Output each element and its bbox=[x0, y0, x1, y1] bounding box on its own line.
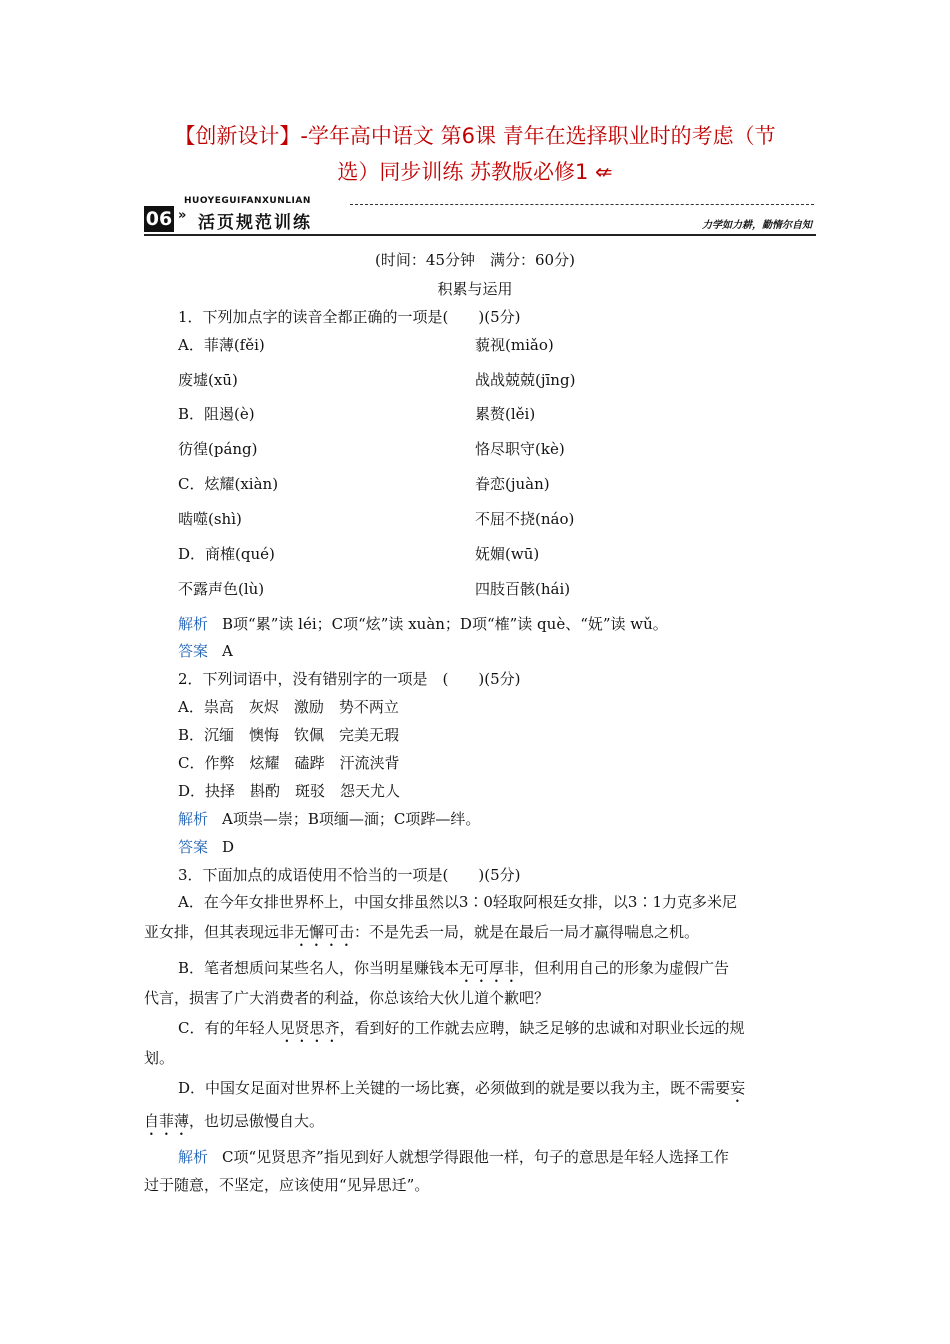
q1-option-b3: 彷徨(páng) bbox=[178, 440, 258, 458]
q3-option-b-line2: 代言，损害了广大消费者的利益，你总该给大伙儿道个歉吧？ bbox=[144, 989, 550, 1007]
q2-answer: 答案 D bbox=[178, 838, 235, 856]
q1-answer: 答案 A bbox=[178, 642, 233, 660]
header-title: 活页规范训练 bbox=[198, 213, 312, 233]
q2-analysis: 解析 A项祟—崇；B项缅—湎；C项跸—绊。 bbox=[178, 810, 481, 828]
header-motto: 力学如力耕，勤惰尔自知 bbox=[702, 220, 812, 231]
q1-option-d4: 四肢百骸(hái) bbox=[475, 580, 571, 598]
header-number-badge: 06 bbox=[145, 208, 173, 230]
header-arrow-icon: » bbox=[178, 208, 187, 223]
q1-option-b2: 累赘(lěi) bbox=[475, 405, 536, 423]
q2-option-d: D．抉择 斟酌 斑驳 怨天尤人 bbox=[178, 782, 401, 800]
q1-stem: 1．下列加点字的读音全都正确的一项是( )(5分) bbox=[178, 308, 521, 326]
q1-option-a3: 废墟(xū) bbox=[178, 371, 238, 389]
q3-option-a-line1: A．在今年女排世界杯上，中国女排虽然以3∶0轻取阿根廷女排，以3∶1力克多米尼 bbox=[178, 893, 738, 911]
q2-option-c: C．作弊 炫耀 磕跸 汗流浃背 bbox=[178, 754, 400, 772]
q1-option-d3: 不露声色(lù) bbox=[178, 580, 265, 598]
title-line-1: 【创新设计】-学年高中语文 第6课 青年在选择职业时的考虑（节 bbox=[174, 124, 776, 148]
q1-option-d1: D．商榷(qué) bbox=[178, 545, 275, 563]
q3-option-a-line2: 亚女排，但其表现远非无懈可击：不是先丢一局，就是在最后一局才赢得喘息之机。 bbox=[144, 923, 700, 941]
header-rule bbox=[144, 234, 816, 236]
q1-option-a1: A．菲薄(fěi) bbox=[178, 336, 265, 354]
q3-option-c-line1: C．有的年轻人见贤思齐，看到好的工作就去应聘，缺乏足够的忠诚和对职业长远的规 bbox=[178, 1019, 745, 1037]
q1-option-b1: B．阻遏(è) bbox=[178, 405, 255, 423]
q1-option-b4: 恪尽职守(kè) bbox=[475, 440, 565, 458]
header-dashed-line bbox=[350, 204, 814, 205]
q3-option-d-line1: D．中国女足面对世界杯上关键的一场比赛，必须做到的就是要以我为主，既不需要妄 bbox=[178, 1079, 746, 1097]
q1-option-c4: 不屈不挠(náo) bbox=[475, 510, 575, 528]
q3-option-c-line2: 划。 bbox=[144, 1049, 175, 1067]
section-title: 积累与运用 bbox=[437, 280, 513, 298]
q1-option-c2: 眷恋(juàn) bbox=[475, 475, 550, 493]
q1-option-a2: 藐视(miǎo) bbox=[475, 336, 554, 354]
q3-stem: 3．下面加点的成语使用不恰当的一项是( )(5分) bbox=[178, 866, 521, 884]
document-title bbox=[110, 118, 840, 190]
q3-option-b-line1: B．笔者想质问某些名人，你当明星赚钱本无可厚非，但利用自己的形象为虚假广告 bbox=[178, 959, 730, 977]
q2-option-a: A．祟高 灰烬 激励 势不两立 bbox=[178, 698, 399, 716]
q3-analysis-line1: 解析 C项“见贤思齐”指见到好人就想学得跟他一样，句子的意思是年轻人选择工作 bbox=[178, 1148, 729, 1166]
time-info: (时间：45分钟 满分：60分) bbox=[375, 251, 575, 269]
q1-option-a4: 战战兢兢(jīng) bbox=[475, 371, 576, 389]
title-mark: ⇍ bbox=[595, 160, 613, 184]
title-line-2: 选）同步训练 苏教版必修1 ⇍ bbox=[337, 160, 613, 184]
header-pinyin: HUOYEGUIFANXUNLIAN bbox=[184, 196, 311, 206]
q1-option-c3: 啮噬(shì) bbox=[178, 510, 242, 528]
q3-analysis-line2: 过于随意，不坚定，应该使用“见异思迁”。 bbox=[144, 1176, 430, 1194]
q1-option-c1: C．炫耀(xiàn) bbox=[178, 475, 279, 493]
q1-analysis: 解析 B项“累”读 léi；C项“炫”读 xuàn；D项“榷”读 què、“妩”读 wǔ。 bbox=[178, 615, 668, 633]
q2-stem: 2．下列词语中，没有错别字的一项是 ( )(5分) bbox=[178, 670, 521, 688]
q2-option-b: B．沉缅 懊悔 钦佩 完美无瑕 bbox=[178, 726, 400, 744]
q3-option-d-line2: 自菲薄，也切忌傲慢自大。 bbox=[144, 1112, 325, 1130]
q1-option-d2: 妩媚(wū) bbox=[475, 545, 540, 563]
